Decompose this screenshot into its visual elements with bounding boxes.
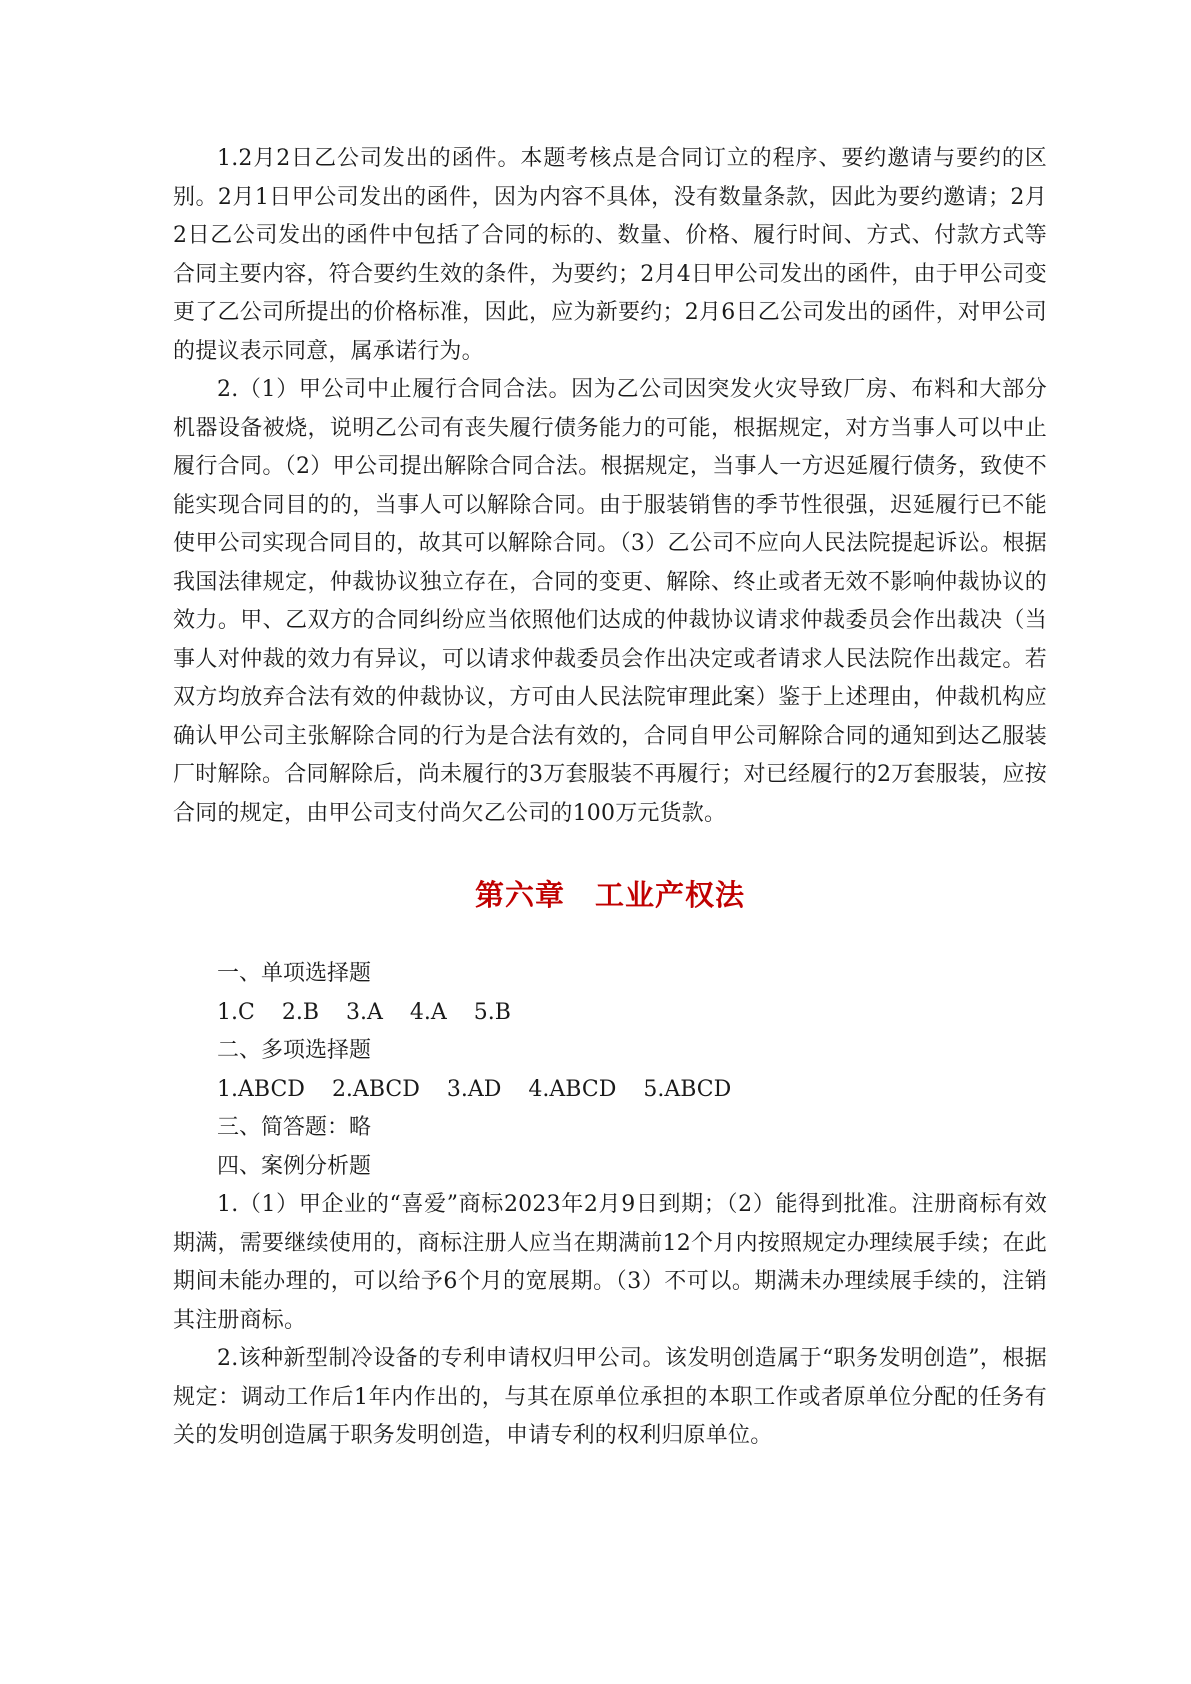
answer-item: 3.AD [446,1076,502,1102]
case-analysis-heading: 四、案例分析题 [217,1153,372,1179]
answer-item: 2.B [281,999,319,1025]
chapter-title: 第六章 工业产权法 [474,878,745,912]
multi-choice-heading: 二、多项选择题 [217,1038,372,1063]
multi-choice-answers [173,1071,1047,1110]
answer-paragraph-contract-1: 1.2月2日乙公司发出的函件。本题考核点是合同订立的程序、要约邀请与要约的区别。2月1日甲公司发出的函件，因为内容不具体，没有数量条款，因此为要约邀请；2月2日乙公司发出的函件中包括了合同的标的、数量、价格、履行时间、方式、付款方式等合同主要内容，符合要约生效的条件，为要约；2月4日甲公司发出的函件，由于甲公司变更了乙公司所提出的价格标准，因此，应为新要约；2月6日乙公司发出的函件，对甲公司的提议表示同意，属承诺行为。 [173,146,1047,364]
case-analysis-paragraph-2: 2.该种新型制冷设备的专利申请权归甲公司。该发明创造属于“职务发明创造”，根据规定：调动工作后1年内作出的，与其在原单位承担的本职工作或者原单位分配的任务有关的发明创造属于职务发明创造，申请专利的权利归原单位。 [173,1346,1047,1448]
answer-item: 3.A [346,999,383,1025]
document-page [173,140,1047,1456]
short-answer-heading: 三、简答题：略 [217,1115,372,1140]
answer-item: 1.ABCD [217,1076,305,1102]
answer-item: 5.ABCD [643,1076,732,1102]
answer-item: 4.ABCD [528,1076,617,1102]
answer-item: 1.C [217,999,255,1025]
single-choice-heading: 一、单项选择题 [217,961,372,986]
answer-item: 2.ABCD [331,1076,420,1102]
case-analysis-paragraph-1: 1.（1）甲企业的“喜爱”商标2023年2月9日到期；（2）能得到批准。注册商标有效期满，需要继续使用的，商标注册人应当在期满前12个月内按照规定办理续展手续；在此期间未能办理的，可以给予6个月的宽展期。（3）不可以。期满未办理续展手续的，注销其注册商标。 [173,1192,1047,1333]
answer-item: 5.B [473,999,511,1025]
answer-item: 4.A [409,999,447,1025]
answer-paragraph-contract-2: 2.（1）甲公司中止履行合同合法。因为乙公司因突发火灾导致厂房、布料和大部分机器设备被烧，说明乙公司有丧失履行债务能力的可能，根据规定，对方当事人可以中止履行合同。（2）甲公司提出解除合同合法。根据规定，当事人一方迟延履行债务，致使不能实现合同目的的，当事人可以解除合同。由于服装销售的季节性很强，迟延履行已不能使甲公司实现合同目的，故其可以解除合同。（3）乙公司不应向人民法院提起诉讼。根据我国法律规定，仲裁协议独立存在，合同的变更、解除、终止或者无效不影响仲裁协议的效力。甲、乙双方的合同纠纷应当依照他们达成的仲裁协议请求仲裁委员会作出裁决（当事人对仲裁的效力有异议，可以请求仲裁委员会作出决定或者请求人民法院作出裁定。若双方均放弃合法有效的仲裁协议，方可由人民法院审理此案）鉴于上述理由，仲裁机构应确认甲公司主张解除合同的行为是合法有效的，合同自甲公司解除合同的通知到达乙服装厂时解除。合同解除后，尚未履行的3万套服装不再履行；对已经履行的2万套服装，应按合同的规定，由甲公司支付尚欠乙公司的100万元货款。 [173,377,1047,826]
single-choice-answers [173,994,1047,1033]
